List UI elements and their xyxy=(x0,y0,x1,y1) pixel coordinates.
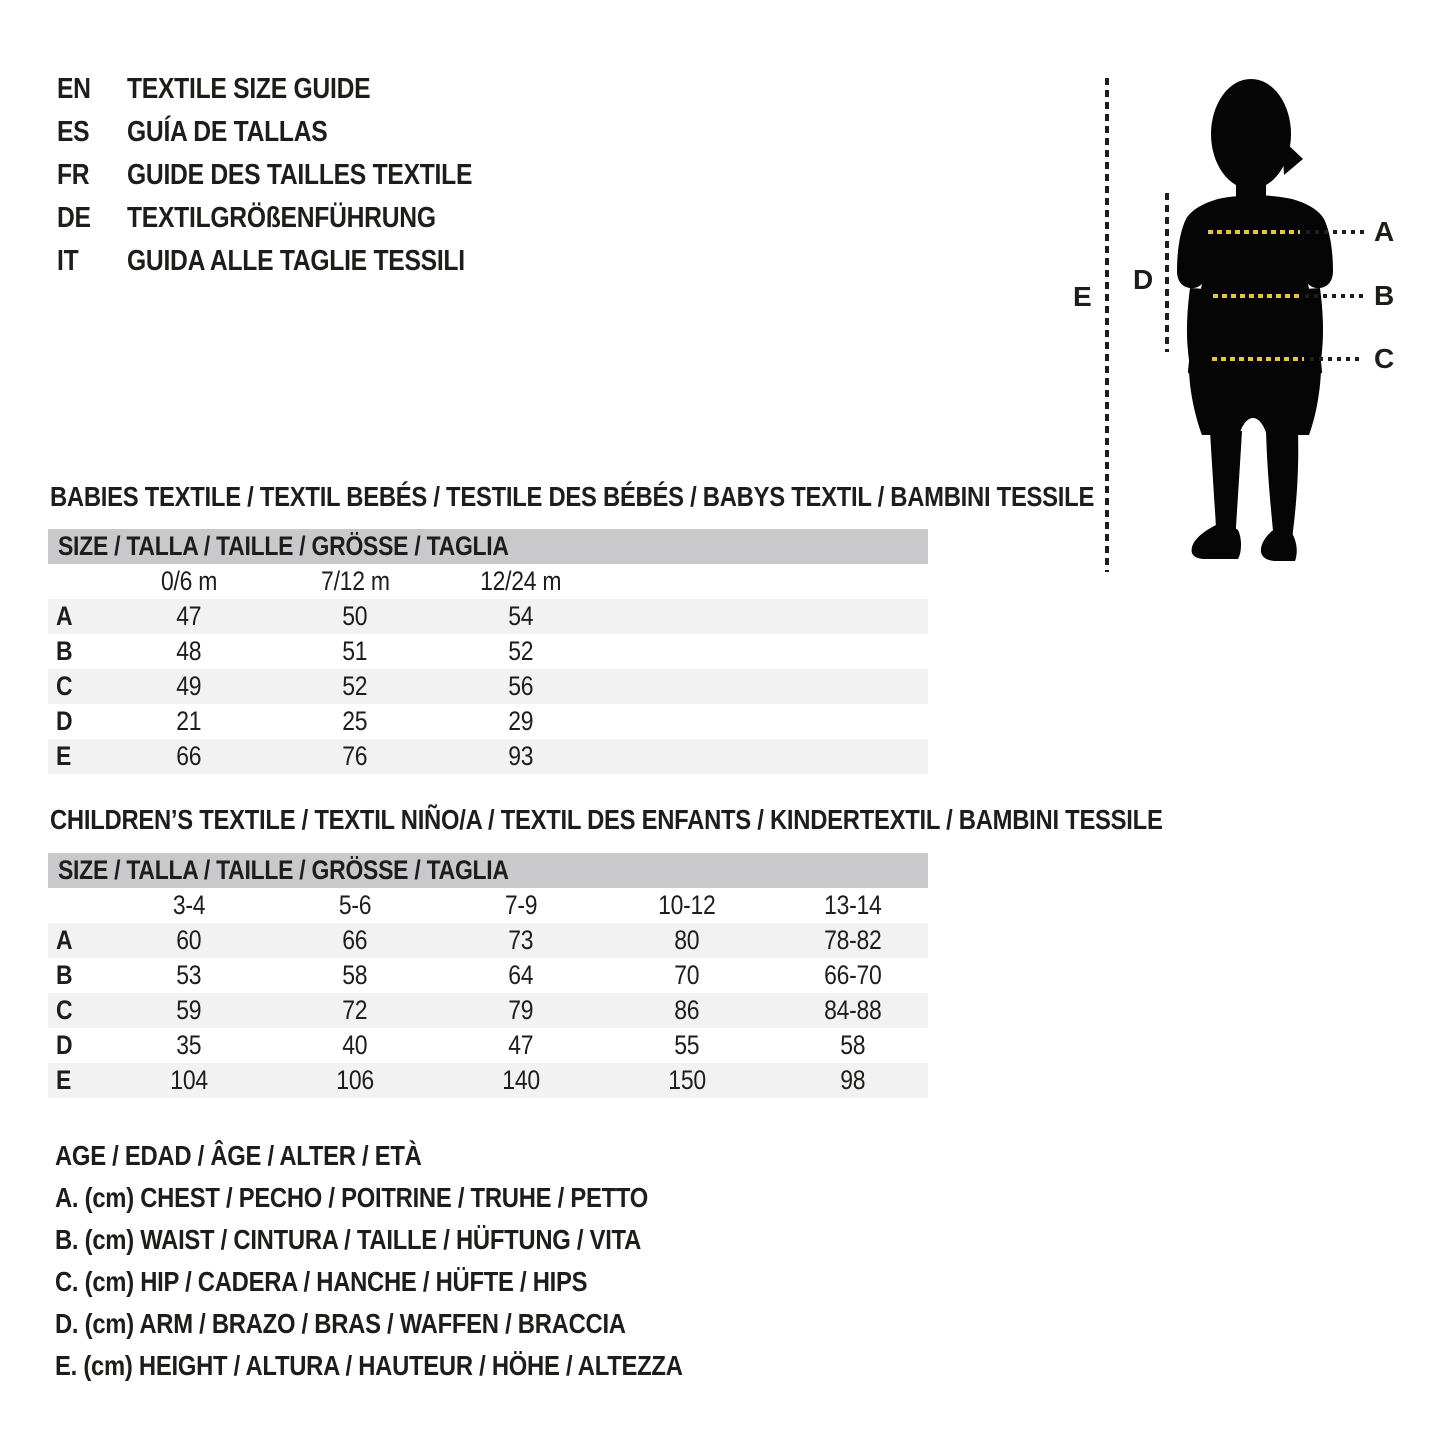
row-label: A xyxy=(56,925,73,955)
row-label: A xyxy=(56,601,73,631)
language-row xyxy=(57,68,533,111)
language-title-list xyxy=(57,68,533,283)
row-label: B xyxy=(56,636,73,666)
table-row xyxy=(48,739,928,774)
column-header: 7-9 xyxy=(504,890,538,920)
table-cell: 86 xyxy=(674,995,700,1025)
chest-dot-segment xyxy=(1306,230,1364,234)
table-cell: 58 xyxy=(342,960,368,990)
table-cell: 80 xyxy=(674,925,700,955)
waist-measure-line xyxy=(1213,294,1363,298)
measurement-legend xyxy=(55,1135,793,1387)
column-header: 0/6 m xyxy=(160,566,218,596)
column-header: 7/12 m xyxy=(320,566,390,596)
table-cell: 47 xyxy=(176,601,202,631)
row-label: C xyxy=(56,671,73,701)
legend-line-arm: D. (cm) ARM / BRAZO / BRAS / WAFFEN / BRACCIA xyxy=(55,1308,626,1339)
column-header: 5-6 xyxy=(338,890,372,920)
hip-measure-line xyxy=(1212,357,1362,361)
legend-line-hip: C. (cm) HIP / CADERA / HANCHE / HÜFTE / HIPS xyxy=(55,1266,588,1297)
table-cell: 59 xyxy=(176,995,202,1025)
column-header: 12/24 m xyxy=(480,566,562,596)
table-cell: 66-70 xyxy=(824,960,882,990)
guide-title: TEXTILGRÖßENFÜHRUNG xyxy=(127,202,436,234)
column-header: 13-14 xyxy=(824,890,882,920)
table-cell: 21 xyxy=(176,706,202,736)
table-cell: 56 xyxy=(508,671,534,701)
language-code: DE xyxy=(57,202,91,234)
table-cell: 70 xyxy=(674,960,700,990)
table-cell: 40 xyxy=(342,1030,368,1060)
table-cell: 49 xyxy=(176,671,202,701)
table-cell: 53 xyxy=(176,960,202,990)
language-row xyxy=(57,240,533,283)
measure-label-e: E xyxy=(1073,281,1092,312)
guide-title: GUÍA DE TALLAS xyxy=(127,116,328,148)
table-cell: 98 xyxy=(840,1065,866,1095)
language-code: FR xyxy=(57,159,90,191)
table-row xyxy=(48,669,928,704)
table-row xyxy=(48,923,928,958)
table-cell: 52 xyxy=(508,636,534,666)
table-cell: 35 xyxy=(176,1030,202,1060)
babies-section-heading: BABIES TEXTILE / TEXTIL BEBÉS / TESTILE DES BÉBÉS / BABYS TEXTIL / BAMBINI TESSILE xyxy=(50,481,1095,512)
chest-dash-segment xyxy=(1208,230,1300,234)
table-cell: 66 xyxy=(176,741,202,771)
table-cell: 60 xyxy=(176,925,202,955)
table-cell: 84-88 xyxy=(824,995,882,1025)
table-cell: 54 xyxy=(508,601,534,631)
table-cell: 64 xyxy=(508,960,534,990)
language-code: EN xyxy=(57,73,91,105)
table-cell: 150 xyxy=(668,1065,706,1095)
table-row xyxy=(48,1063,928,1098)
language-row xyxy=(57,197,533,240)
language-code: ES xyxy=(57,116,90,148)
table-cell: 76 xyxy=(342,741,368,771)
table-cell: 58 xyxy=(840,1030,866,1060)
size-header-bar: SIZE / TALLA / TAILLE / GRÖSSE / TAGLIA xyxy=(48,529,928,564)
waist-dot-segment xyxy=(1305,294,1363,298)
table-cell: 51 xyxy=(342,636,368,666)
table-cell: 79 xyxy=(508,995,534,1025)
language-row xyxy=(57,111,533,154)
children-section-heading: CHILDREN’S TEXTILE / TEXTIL NIÑO/A / TEXTIL DES ENFANTS / KINDERTEXTIL / BAMBINI TESSILE xyxy=(50,804,1163,835)
size-header-bar: SIZE / TALLA / TAILLE / GRÖSSE / TAGLIA xyxy=(48,853,928,888)
table-cell: 140 xyxy=(502,1065,540,1095)
table-row xyxy=(48,993,928,1028)
table-cell: 52 xyxy=(342,671,368,701)
table-cell: 50 xyxy=(342,601,368,631)
row-label: E xyxy=(56,1065,72,1095)
hip-dash-segment xyxy=(1212,357,1304,361)
waist-dash-segment xyxy=(1213,294,1299,298)
column-header-row xyxy=(48,564,928,599)
measure-label-b: B xyxy=(1374,280,1395,311)
table-cell: 29 xyxy=(508,706,534,736)
table-cell: 66 xyxy=(342,925,368,955)
measure-label-a: A xyxy=(1374,216,1395,247)
table-cell: 47 xyxy=(508,1030,534,1060)
table-row xyxy=(48,1028,928,1063)
table-cell: 93 xyxy=(508,741,534,771)
table-cell: 55 xyxy=(674,1030,700,1060)
measure-label-d: D xyxy=(1133,264,1154,295)
legend-line-age: AGE / EDAD / ÂGE / ALTER / ETÀ xyxy=(55,1140,422,1171)
column-header-row xyxy=(48,888,928,923)
guide-title: GUIDE DES TAILLES TEXTILE xyxy=(127,159,473,191)
table-cell: 78-82 xyxy=(824,925,882,955)
table-row xyxy=(48,958,928,993)
table-row xyxy=(48,599,928,634)
table-row xyxy=(48,704,928,739)
arm-measure-line xyxy=(1165,193,1169,352)
row-label: E xyxy=(56,741,72,771)
row-label: C xyxy=(56,995,73,1025)
language-code: IT xyxy=(57,245,79,277)
table-cell: 48 xyxy=(176,636,202,666)
table-cell: 106 xyxy=(336,1065,374,1095)
hip-dot-segment xyxy=(1310,357,1362,361)
guide-title: TEXTILE SIZE GUIDE xyxy=(127,73,371,105)
legend-line-height: E. (cm) HEIGHT / ALTURA / HAUTEUR / HÖHE / ALTEZZA xyxy=(55,1350,683,1381)
babies-size-table xyxy=(48,529,928,774)
legend-line-waist: B. (cm) WAIST / CINTURA / TAILLE / HÜFTUNG / VITA xyxy=(55,1224,642,1255)
guide-title: GUIDA ALLE TAGLIE TESSILI xyxy=(127,245,465,277)
row-label: B xyxy=(56,960,73,990)
row-label: D xyxy=(56,1030,73,1060)
chest-measure-line xyxy=(1208,230,1364,234)
table-cell: 104 xyxy=(170,1065,208,1095)
measure-label-c: C xyxy=(1374,343,1395,374)
children-size-table xyxy=(48,853,928,1098)
table-cell: 72 xyxy=(342,995,368,1025)
column-header: 3-4 xyxy=(172,890,206,920)
table-cell: 25 xyxy=(342,706,368,736)
row-label: D xyxy=(56,706,73,736)
legend-line-chest: A. (cm) CHEST / PECHO / POITRINE / TRUHE / PETTO xyxy=(55,1182,648,1213)
table-cell: 73 xyxy=(508,925,534,955)
column-header: 10-12 xyxy=(658,890,716,920)
language-row xyxy=(57,154,533,197)
table-row xyxy=(48,634,928,669)
